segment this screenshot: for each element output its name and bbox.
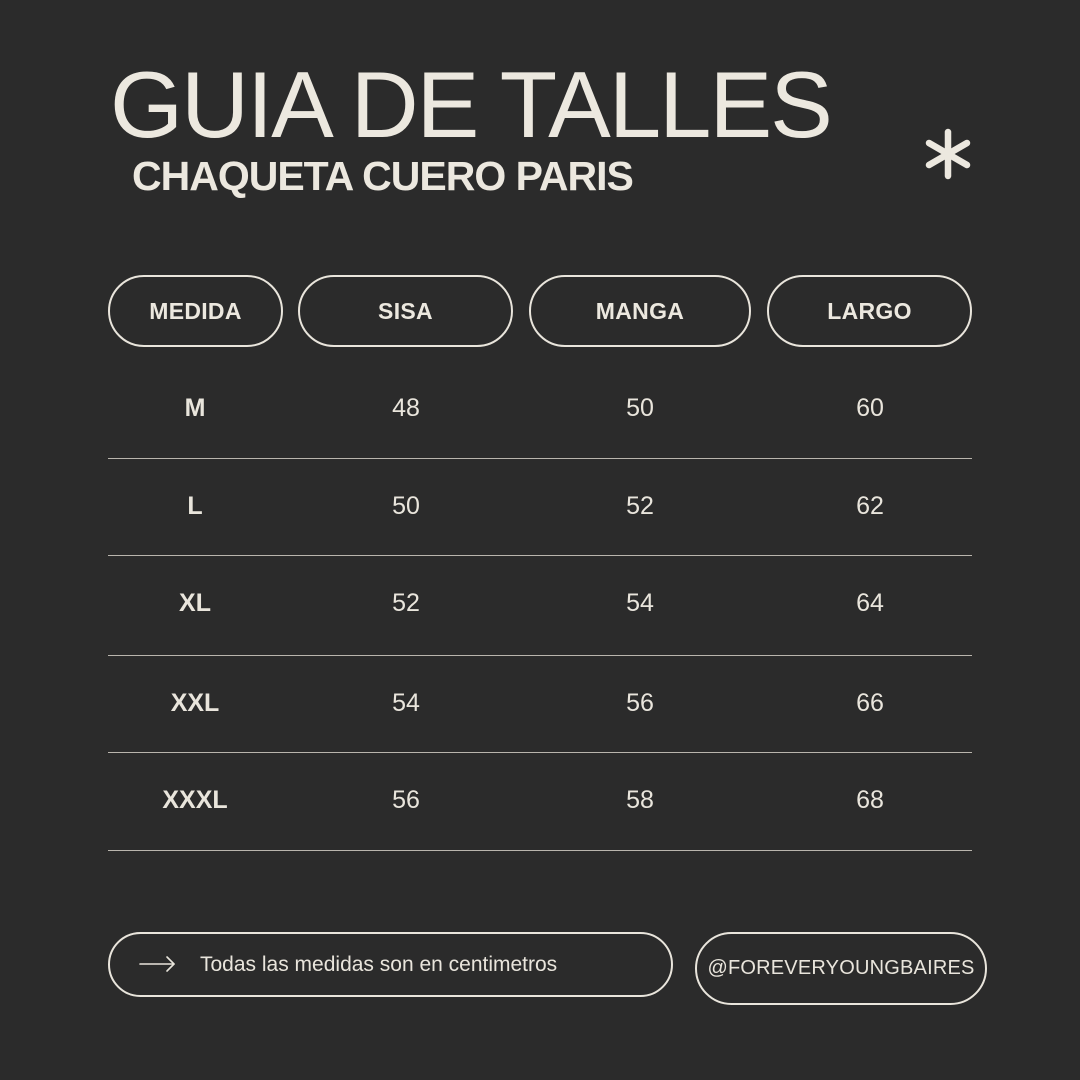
largo-cell: 62 bbox=[856, 492, 884, 520]
sisa-cell: 52 bbox=[392, 589, 420, 617]
row-divider bbox=[108, 752, 972, 753]
row-divider bbox=[108, 655, 972, 656]
manga-cell: 58 bbox=[626, 786, 654, 814]
social-handle bbox=[695, 932, 987, 1005]
header-medida-label: MEDIDA bbox=[149, 297, 242, 324]
sisa-cell: 48 bbox=[392, 394, 420, 422]
header-manga bbox=[529, 275, 751, 347]
largo-cell: 66 bbox=[856, 689, 884, 717]
size-cell: XL bbox=[179, 589, 211, 617]
size-cell: XXXL bbox=[162, 786, 228, 814]
row-divider bbox=[108, 458, 972, 459]
units-note-text: Todas las medidas son en centimetros bbox=[200, 953, 558, 976]
social-handle-text: @FOREVERYOUNGBAIRES bbox=[707, 957, 975, 979]
row-divider bbox=[108, 555, 972, 556]
header-sisa bbox=[298, 275, 513, 347]
size-cell: M bbox=[184, 394, 206, 422]
size-cell: L bbox=[187, 492, 203, 520]
sisa-cell: 56 bbox=[392, 786, 420, 814]
manga-cell: 54 bbox=[626, 589, 654, 617]
header-sisa-label: SISA bbox=[378, 297, 433, 324]
row-divider bbox=[108, 850, 972, 851]
header-medida bbox=[108, 275, 283, 347]
arrow-right-icon bbox=[138, 952, 178, 976]
page-title: GUIA DE TALLES bbox=[110, 52, 831, 157]
largo-cell: 68 bbox=[856, 786, 884, 814]
largo-cell: 64 bbox=[856, 589, 884, 617]
header-largo-label: LARGO bbox=[827, 297, 912, 324]
sisa-cell: 50 bbox=[392, 492, 420, 520]
size-cell: XXL bbox=[170, 689, 220, 717]
asterisk-icon bbox=[922, 128, 974, 180]
sisa-cell: 54 bbox=[392, 689, 420, 717]
manga-cell: 56 bbox=[626, 689, 654, 717]
units-note bbox=[108, 932, 673, 997]
header-manga-label: MANGA bbox=[595, 297, 685, 324]
product-subtitle: CHAQUETA CUERO PARIS bbox=[132, 153, 633, 199]
manga-cell: 50 bbox=[626, 394, 654, 422]
largo-cell: 60 bbox=[856, 394, 884, 422]
header-largo bbox=[767, 275, 972, 347]
manga-cell: 52 bbox=[626, 492, 654, 520]
